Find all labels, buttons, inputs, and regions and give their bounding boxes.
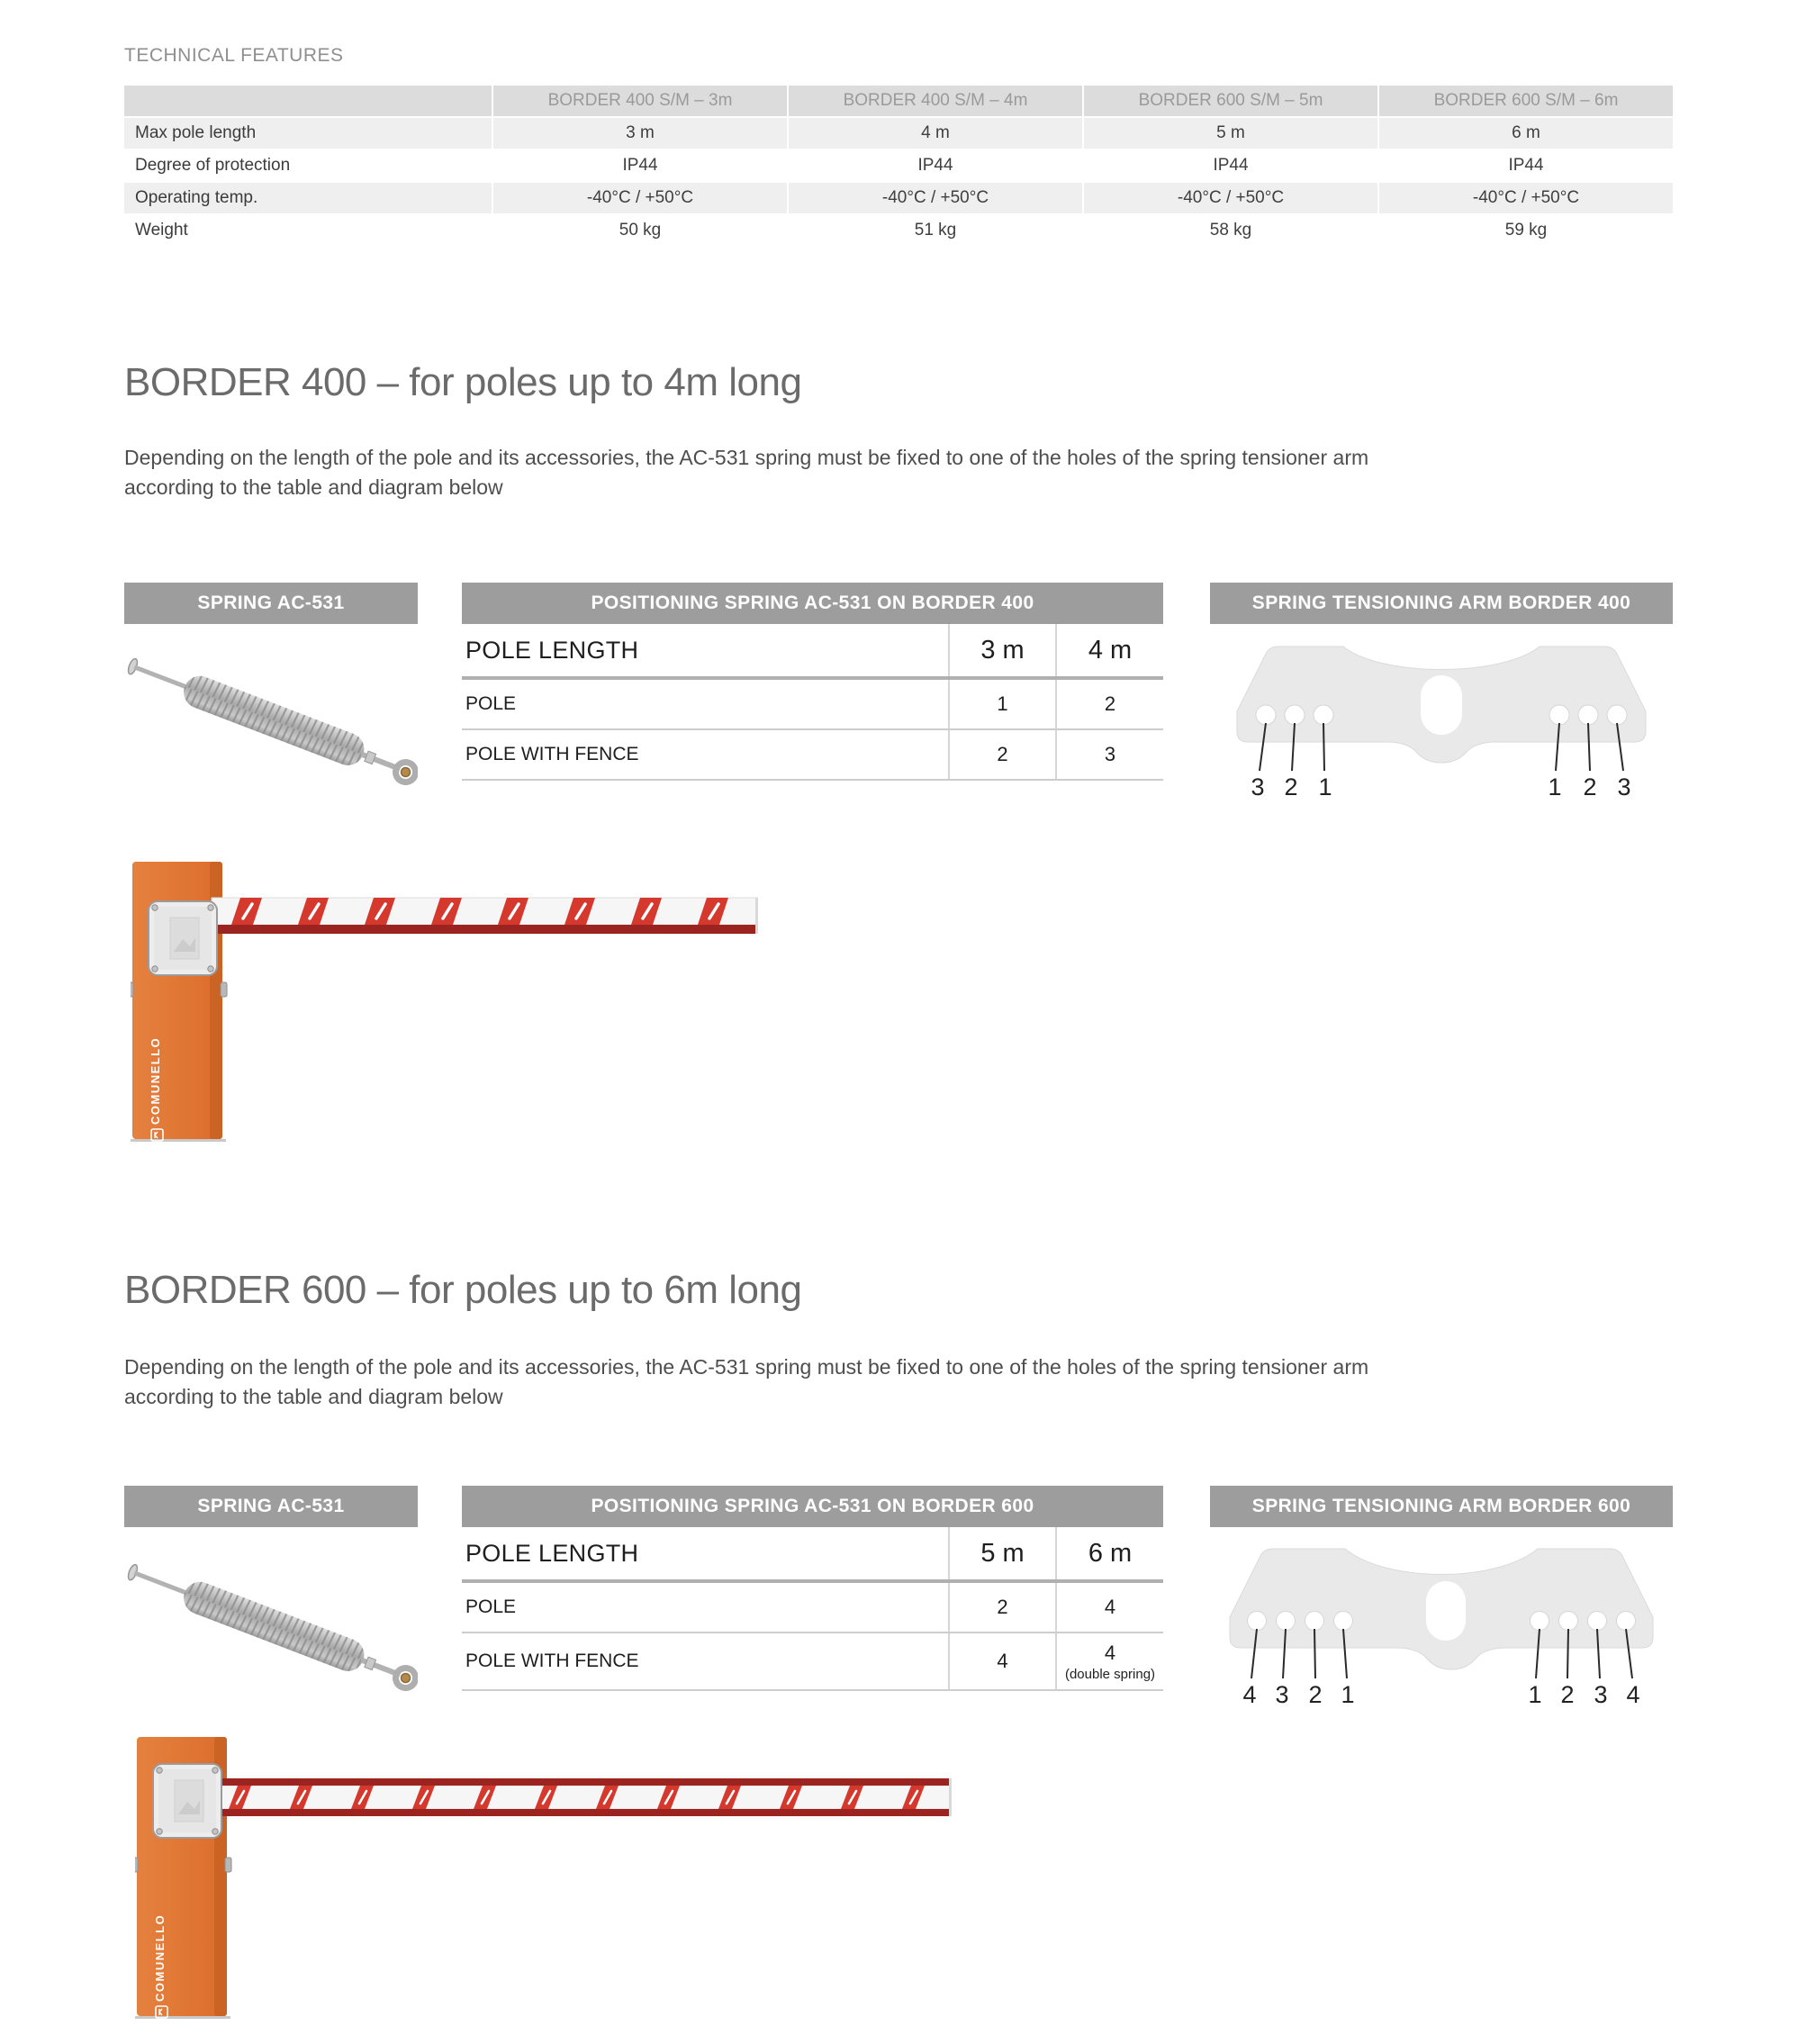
tech-header-empty: [124, 86, 492, 116]
tech-header-col: BORDER 400 S/M – 4m: [789, 86, 1082, 116]
row-value: 4: [1055, 1583, 1163, 1632]
pole-bottom-rail: [212, 925, 757, 934]
barrier-border400-illustration: [131, 858, 815, 1146]
tech-cell: IP44: [1379, 150, 1673, 181]
pole-length-value: 4 m: [1055, 624, 1163, 676]
row-label: POLE WITH FENCE: [465, 744, 639, 764]
row-label: POLE: [465, 693, 517, 714]
pole-top-rail: [216, 1778, 951, 1786]
cabinet-access-plate: [153, 1764, 221, 1838]
tech-row-label: Weight: [124, 215, 492, 246]
arm-hole-label: 1: [1528, 1681, 1542, 1708]
positioning-panel-title: POSITIONING SPRING AC-531 ON BORDER 600: [462, 1486, 1163, 1527]
border600-heading: BORDER 600 – for poles up to 6m long: [124, 1268, 802, 1312]
spring-panel-title: SPRING AC-531: [124, 1486, 418, 1527]
arm-hole-label: 3: [1275, 1681, 1289, 1708]
arm-hole-label: 4: [1626, 1681, 1640, 1708]
spring-tensioning-arm-border400-diagram: [1210, 627, 1673, 807]
pole-end-cap: [949, 1778, 952, 1816]
row-value: 2: [1055, 680, 1163, 728]
pole-end-cap: [755, 898, 758, 934]
tech-cell: 6 m: [1379, 118, 1673, 149]
row-value: 3: [1055, 730, 1163, 779]
border600-description: Depending on the length of the pole and its accessories, the AC-531 spring must be fixed to one of the holes of the spring tensioner arm according to the table and diagram below: [124, 1355, 1369, 1408]
spring-tensioning-arm-border600-diagram: [1210, 1529, 1673, 1718]
access-plate-logo: [175, 1780, 203, 1822]
arm-panel-title: SPRING TENSIONING ARM BORDER 400: [1210, 583, 1673, 624]
technical-features-table: [124, 86, 1673, 246]
row-value: 2: [948, 1583, 1055, 1632]
border400-heading: BORDER 400 – for poles up to 4m long: [124, 360, 802, 404]
arm-hole-label: 4: [1242, 1681, 1257, 1708]
arm-hole-label: 1: [1548, 773, 1562, 800]
tech-cell: 59 kg: [1379, 215, 1673, 246]
double-spring-note: (double spring): [1064, 1666, 1156, 1682]
arm-hole-label: 1: [1341, 1681, 1355, 1708]
technical-features-title: TECHNICAL FEATURES: [124, 45, 344, 66]
pole-length-label: POLE LENGTH: [465, 636, 639, 664]
tech-header-col: BORDER 600 S/M – 5m: [1084, 86, 1377, 116]
tech-cell: 3 m: [493, 118, 787, 149]
row-value: 1: [948, 680, 1055, 728]
pole-length-value: 5 m: [948, 1527, 1055, 1579]
spring-panel-title: SPRING AC-531: [124, 583, 418, 624]
cabinet-access-plate: [149, 901, 217, 975]
barrier-pole: [216, 1778, 952, 1816]
tech-cell: IP44: [789, 150, 1082, 181]
tech-row-label: Max pole length: [124, 118, 492, 149]
positioning-table-border600: [462, 1527, 1163, 1691]
row-value: 4: [948, 1633, 1055, 1689]
arm-hole-label: 2: [1308, 1681, 1323, 1708]
tech-row-label: Operating temp.: [124, 183, 492, 213]
row-value: 2: [948, 730, 1055, 779]
arm-hole-label: 2: [1583, 773, 1597, 800]
tech-cell: 51 kg: [789, 215, 1082, 246]
cabinet-brand: [153, 1914, 167, 2018]
tech-cell: -40°C / +50°C: [789, 183, 1082, 213]
pole-length-value: 3 m: [948, 624, 1055, 676]
tech-cell: -40°C / +50°C: [1084, 183, 1377, 213]
arm-hole-label: 3: [1594, 1681, 1608, 1708]
cabinet-brand: [149, 1037, 163, 1141]
positioning-panel-title: POSITIONING SPRING AC-531 ON BORDER 400: [462, 583, 1163, 624]
pole-length-label: POLE LENGTH: [465, 1539, 639, 1567]
access-plate-logo: [170, 918, 199, 959]
tech-cell: -40°C / +50°C: [493, 183, 787, 213]
spring-ac531-image: [124, 1536, 418, 1707]
tech-cell: IP44: [493, 150, 787, 181]
tech-cell: 50 kg: [493, 215, 787, 246]
arm-center-slot: [1426, 1581, 1466, 1641]
cabinet-base: [131, 1139, 226, 1142]
arm-hole-label: 2: [1560, 1681, 1575, 1708]
border400-description: Depending on the length of the pole and its accessories, the AC-531 spring must be fixed to one of the holes of the spring tensioner arm according to the table and diagram below: [124, 446, 1369, 499]
pole-length-value: 6 m: [1055, 1527, 1163, 1579]
tech-cell: 58 kg: [1084, 215, 1377, 246]
tech-header-col: BORDER 400 S/M – 3m: [493, 86, 787, 116]
tech-cell: 4 m: [789, 118, 1082, 149]
tech-header-col: BORDER 600 S/M – 6m: [1379, 86, 1673, 116]
brand-text: COMUNELLO: [153, 1913, 167, 2002]
row-label: POLE WITH FENCE: [465, 1651, 639, 1671]
pole-bottom-rail: [216, 1809, 951, 1816]
row-label: POLE: [465, 1596, 517, 1617]
positioning-table-border400: [462, 624, 1163, 781]
tech-cell: IP44: [1084, 150, 1377, 181]
arm-panel-title: SPRING TENSIONING ARM BORDER 600: [1210, 1486, 1673, 1527]
barrier-border600-illustration: [135, 1732, 999, 2029]
tech-cell: -40°C / +50°C: [1379, 183, 1673, 213]
cabinet-base: [135, 2016, 230, 2019]
arm-center-slot: [1421, 675, 1462, 735]
arm-hole-label: 3: [1251, 773, 1265, 800]
arm-hole-label: 2: [1284, 773, 1298, 800]
arm-hole-label: 1: [1318, 773, 1332, 800]
arm-hole-label: 3: [1617, 773, 1631, 800]
tech-cell: 5 m: [1084, 118, 1377, 149]
row-value: 4: [1104, 1641, 1116, 1664]
spring-ac531-image: [124, 630, 418, 801]
tech-row-label: Degree of protection: [124, 150, 492, 181]
barrier-pole: [212, 898, 758, 934]
row-value-with-note: [1055, 1633, 1163, 1689]
brand-text: COMUNELLO: [149, 1036, 162, 1125]
